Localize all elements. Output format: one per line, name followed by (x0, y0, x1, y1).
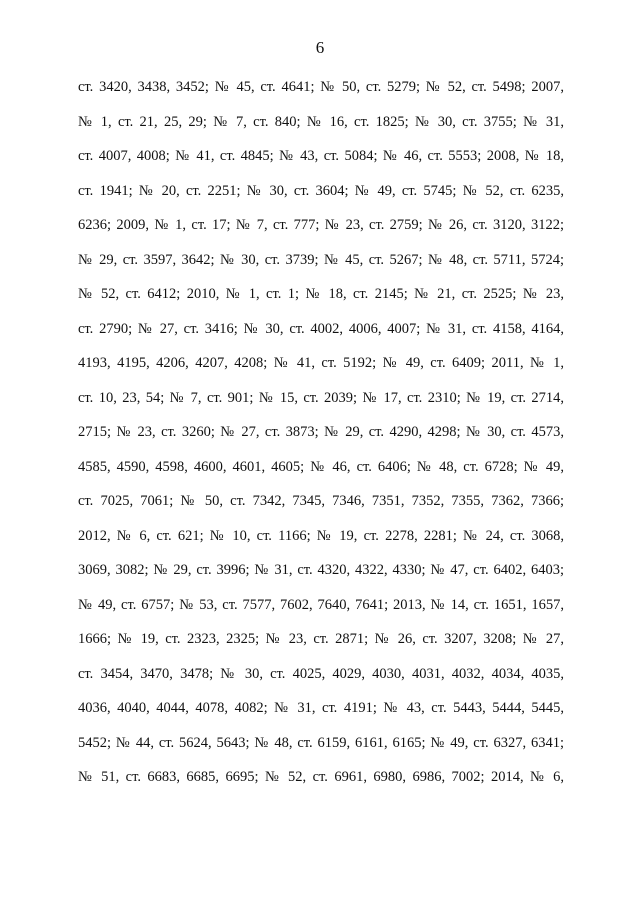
text-line: 5452; № 44, ст. 5624, 5643; № 48, ст. 6159, 6161, 6165; № 49, ст. 6327, 6341; (78, 734, 564, 751)
text-line: № 29, ст. 3597, 3642; № 30, ст. 3739; № 45, ст. 5267; № 48, ст. 5711, 5724; (78, 251, 564, 268)
page-number: 6 (315, 38, 325, 57)
text-line: 4036, 4040, 4044, 4078, 4082; № 31, ст. 4191; № 43, ст. 5443, 5444, 5445, (78, 700, 564, 716)
text-line: ст. 7025, 7061; № 50, ст. 7342, 7345, 7346, 7351, 7352, 7355, 7362, 7366; (78, 493, 564, 509)
text-line: № 52, ст. 6412; 2010, № 1, ст. 1; № 18, ст. 2145; № 21, ст. 2525; № 23, (78, 286, 564, 302)
text-line: ст. 3454, 3470, 3478; № 30, ст. 4025, 4029, 4030, 4031, 4032, 4034, 4035, (78, 665, 564, 682)
text-line: № 51, ст. 6683, 6685, 6695; № 52, ст. 6961, 6980, 6986, 7002; 2014, № 6, (78, 769, 564, 785)
text-line: ст. 2790; № 27, ст. 3416; № 30, ст. 4002, 4006, 4007; № 31, ст. 4158, 4164, (78, 320, 564, 337)
text-line: 1666; № 19, ст. 2323, 2325; № 23, ст. 2871; № 26, ст. 3207, 3208; № 27, (78, 631, 564, 647)
text-line: 2012, № 6, ст. 621; № 10, ст. 1166; № 19, ст. 2278, 2281; № 24, ст. 3068, (78, 527, 564, 544)
text-line: № 49, ст. 6757; № 53, ст. 7577, 7602, 7640, 7641; 2013, № 14, ст. 1651, 1657, (78, 596, 564, 613)
text-line: 4193, 4195, 4206, 4207, 4208; № 41, ст. 5192; № 49, ст. 6409; 2011, № 1, (78, 355, 564, 371)
text-line: ст. 4007, 4008; № 41, ст. 4845; № 43, ст. 5084; № 46, ст. 5553; 2008, № 18, (78, 148, 564, 164)
text-line: № 1, ст. 21, 25, 29; № 7, ст. 840; № 16, ст. 1825; № 30, ст. 3755; № 31, (78, 113, 564, 130)
text-line: ст. 10, 23, 54; № 7, ст. 901; № 15, ст. 2039; № 17, ст. 2310; № 19, ст. 2714, (78, 389, 564, 406)
text-line: 2715; № 23, ст. 3260; № 27, ст. 3873; № 29, ст. 4290, 4298; № 30, ст. 4573, (78, 424, 564, 440)
text-line: 3069, 3082; № 29, ст. 3996; № 31, ст. 4320, 4322, 4330; № 47, ст. 6402, 6403; (78, 562, 564, 578)
text-line: ст. 1941; № 20, ст. 2251; № 30, ст. 3604; № 49, ст. 5745; № 52, ст. 6235, (78, 182, 564, 199)
text-line: ст. 3420, 3438, 3452; № 45, ст. 4641; № 50, ст. 5279; № 52, ст. 5498; 2007, (78, 79, 564, 95)
body-text (78, 75, 564, 800)
text-line: 4585, 4590, 4598, 4600, 4601, 4605; № 46, ст. 6406; № 48, ст. 6728; № 49, (78, 458, 564, 475)
text-line: 6236; 2009, № 1, ст. 17; № 7, ст. 777; № 23, ст. 2759; № 26, ст. 3120, 3122; (78, 217, 564, 233)
